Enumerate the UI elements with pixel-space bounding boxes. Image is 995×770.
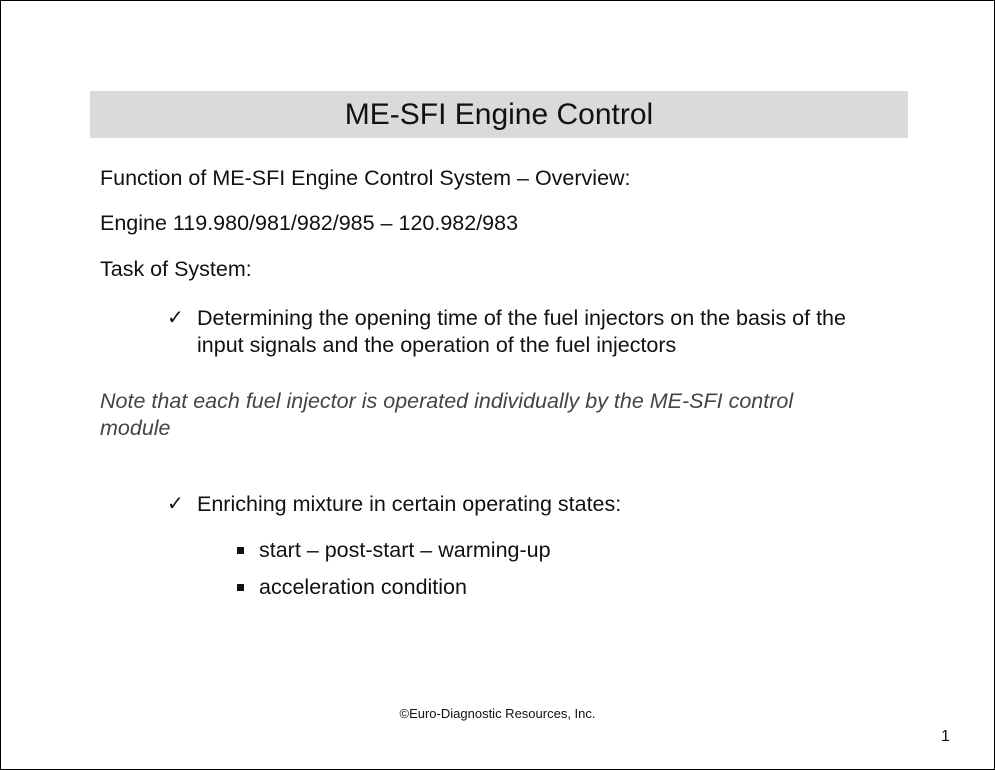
- title-bar: [90, 91, 908, 138]
- page-title: ME-SFI Engine Control: [344, 97, 654, 131]
- check-item-text: Determining the opening time of the fuel injectors on the basis of the input signals and the operation of the fuel injectors: [197, 306, 846, 357]
- list-item-text: start – post-start – warming-up: [259, 538, 551, 562]
- checkmark-icon: ✓: [167, 307, 184, 329]
- function-overview-heading: Function of ME-SFI Engine Control System – Overview:: [100, 166, 631, 190]
- note-text: Note that each fuel injector is operated individually by the ME-SFI control module: [100, 389, 794, 440]
- check-item-text: Enriching mixture in certain operating states:: [197, 492, 622, 516]
- copyright-footer: ©Euro-Diagnostic Resources, Inc.: [399, 706, 596, 721]
- checkmark-icon: ✓: [167, 493, 184, 515]
- engine-models-line: Engine 119.980/981/982/985 – 120.982/983: [100, 211, 519, 235]
- square-bullet-icon: [237, 584, 244, 591]
- page-number: 1: [941, 728, 950, 745]
- square-bullet-icon: [237, 547, 244, 554]
- task-of-system-heading: Task of System:: [100, 257, 252, 281]
- list-item-text: acceleration condition: [259, 575, 467, 599]
